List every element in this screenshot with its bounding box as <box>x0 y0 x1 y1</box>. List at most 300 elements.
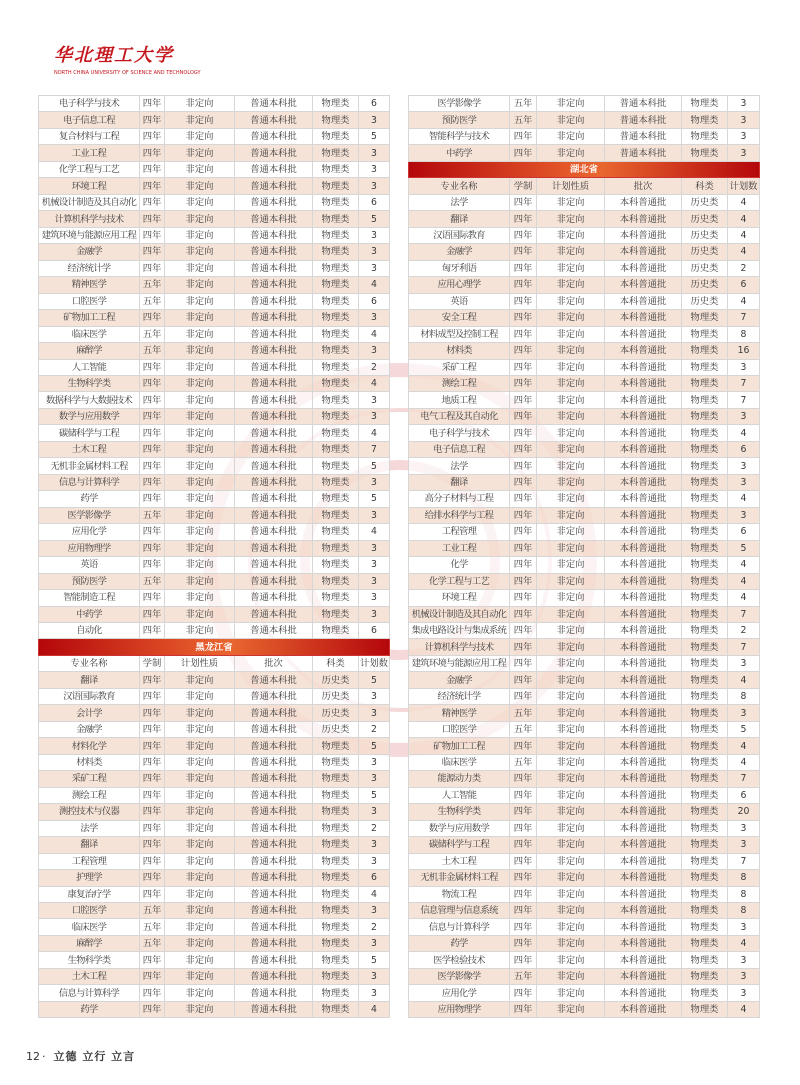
table-row <box>39 194 390 210</box>
major-name-cell: 预防医学 <box>409 112 510 128</box>
column-header-row <box>39 655 390 671</box>
major-name-cell: 翻译 <box>39 672 140 688</box>
plan-count-cell: 4 <box>728 672 760 688</box>
plan-type-cell: 非定向 <box>165 260 235 276</box>
table-row <box>39 721 390 737</box>
table-row <box>409 441 760 457</box>
major-name-cell: 金融学 <box>39 244 140 260</box>
plan-count-cell: 5 <box>728 721 760 737</box>
batch-cell: 普通本科批 <box>235 128 313 144</box>
table-row <box>39 985 390 1001</box>
plan-count-cell: 3 <box>359 935 390 951</box>
table-row <box>39 260 390 276</box>
duration-cell: 五年 <box>140 573 165 589</box>
major-name-cell: 护理学 <box>39 870 140 886</box>
subject-category-cell: 物理类 <box>682 952 728 968</box>
subject-category-cell: 物理类 <box>682 326 728 342</box>
subject-category-cell: 物理类 <box>313 178 359 194</box>
table-row <box>409 573 760 589</box>
duration-cell: 四年 <box>510 425 537 441</box>
major-name-cell: 生物科学类 <box>39 375 140 391</box>
plan-count-cell: 3 <box>359 161 390 177</box>
table-row <box>409 606 760 622</box>
duration-cell: 四年 <box>510 211 537 227</box>
duration-cell: 四年 <box>510 837 537 853</box>
province-name: 湖北省 <box>409 161 760 177</box>
plan-count-cell: 3 <box>359 590 390 606</box>
batch-cell: 本科普通批 <box>605 194 682 210</box>
plan-count-cell: 3 <box>728 474 760 490</box>
table-row <box>409 886 760 902</box>
batch-cell: 普通本科批 <box>235 853 313 869</box>
major-name-cell: 碳储科学与工程 <box>409 837 510 853</box>
duration-cell: 四年 <box>510 557 537 573</box>
table-row <box>39 178 390 194</box>
major-name-cell: 应用物理学 <box>39 540 140 556</box>
major-name-cell: 英语 <box>409 293 510 309</box>
batch-cell: 本科普通批 <box>605 343 682 359</box>
plan-type-cell: 非定向 <box>537 837 605 853</box>
major-name-cell: 经济统计学 <box>409 688 510 704</box>
plan-count-cell: 3 <box>728 507 760 523</box>
subject-category-cell: 物理类 <box>682 343 728 359</box>
batch-cell: 本科普通批 <box>605 870 682 886</box>
batch-cell: 普通本科批 <box>235 244 313 260</box>
major-name-cell: 汉语国际教育 <box>409 227 510 243</box>
subject-category-cell: 物理类 <box>682 606 728 622</box>
subject-category-cell: 物理类 <box>313 870 359 886</box>
column-header-batch: 批次 <box>605 178 682 194</box>
subject-category-cell: 物理类 <box>313 194 359 210</box>
major-name-cell: 精神医学 <box>39 277 140 293</box>
plan-type-cell: 非定向 <box>537 853 605 869</box>
table-row <box>409 310 760 326</box>
plan-count-cell: 4 <box>728 227 760 243</box>
plan-type-cell: 非定向 <box>537 293 605 309</box>
batch-cell: 本科普通批 <box>605 804 682 820</box>
subject-category-cell: 物理类 <box>682 886 728 902</box>
duration-cell: 四年 <box>140 557 165 573</box>
table-row <box>39 837 390 853</box>
batch-cell: 普通本科批 <box>235 837 313 853</box>
subject-category-cell: 物理类 <box>682 524 728 540</box>
plan-type-cell: 非定向 <box>537 787 605 803</box>
duration-cell: 四年 <box>510 771 537 787</box>
table-row <box>39 557 390 573</box>
plan-type-cell: 非定向 <box>537 474 605 490</box>
table-row <box>409 1001 760 1017</box>
table-row <box>39 952 390 968</box>
plan-count-cell: 5 <box>359 491 390 507</box>
batch-cell: 本科普通批 <box>605 623 682 639</box>
duration-cell: 四年 <box>140 491 165 507</box>
table-row <box>409 590 760 606</box>
subject-category-cell: 物理类 <box>313 935 359 951</box>
table-row <box>39 688 390 704</box>
major-name-cell: 应用化学 <box>39 524 140 540</box>
plan-count-cell: 7 <box>728 771 760 787</box>
major-name-cell: 复合材料与工程 <box>39 128 140 144</box>
plan-count-cell: 3 <box>728 408 760 424</box>
major-name-cell: 法学 <box>409 458 510 474</box>
plan-type-cell: 非定向 <box>537 507 605 523</box>
batch-cell: 本科普通批 <box>605 639 682 655</box>
batch-cell: 本科普通批 <box>605 672 682 688</box>
batch-cell: 普通本科批 <box>235 293 313 309</box>
plan-count-cell: 3 <box>359 112 390 128</box>
duration-cell: 四年 <box>140 606 165 622</box>
plan-type-cell: 非定向 <box>537 408 605 424</box>
batch-cell: 本科普通批 <box>605 293 682 309</box>
duration-cell: 四年 <box>140 623 165 639</box>
table-row <box>39 540 390 556</box>
subject-category-cell: 物理类 <box>682 507 728 523</box>
plan-type-cell: 非定向 <box>165 408 235 424</box>
plan-type-cell: 非定向 <box>537 721 605 737</box>
table-row <box>39 754 390 770</box>
major-name-cell: 翻译 <box>409 211 510 227</box>
table-row <box>409 787 760 803</box>
batch-cell: 普通本科批 <box>235 145 313 161</box>
plan-type-cell: 非定向 <box>537 194 605 210</box>
subject-category-cell: 物理类 <box>313 606 359 622</box>
plan-count-cell: 2 <box>359 820 390 836</box>
plan-type-cell: 非定向 <box>537 260 605 276</box>
duration-cell: 四年 <box>140 392 165 408</box>
major-name-cell: 生物科学类 <box>409 804 510 820</box>
major-name-cell: 会计学 <box>39 705 140 721</box>
plan-count-cell: 3 <box>359 705 390 721</box>
batch-cell: 普通本科批 <box>235 392 313 408</box>
duration-cell: 四年 <box>140 375 165 391</box>
subject-category-cell: 物理类 <box>682 771 728 787</box>
plan-type-cell: 非定向 <box>165 754 235 770</box>
table-row <box>409 721 760 737</box>
table-row <box>39 705 390 721</box>
major-name-cell: 临床医学 <box>39 326 140 342</box>
plan-type-cell: 非定向 <box>537 985 605 1001</box>
plan-count-cell: 3 <box>359 244 390 260</box>
plan-type-cell: 非定向 <box>537 820 605 836</box>
duration-cell: 四年 <box>140 738 165 754</box>
subject-category-cell: 物理类 <box>313 524 359 540</box>
plan-type-cell: 非定向 <box>165 507 235 523</box>
plan-count-cell: 3 <box>359 474 390 490</box>
subject-category-cell: 历史类 <box>682 211 728 227</box>
plan-count-cell: 3 <box>359 227 390 243</box>
major-name-cell: 测绘工程 <box>409 375 510 391</box>
table-row <box>39 375 390 391</box>
subject-category-cell: 物理类 <box>313 738 359 754</box>
major-name-cell: 无机非金属材料工程 <box>39 458 140 474</box>
column-header-plan-count: 计划数 <box>728 178 760 194</box>
subject-category-cell: 物理类 <box>313 112 359 128</box>
subject-category-cell: 物理类 <box>313 441 359 457</box>
plan-type-cell: 非定向 <box>537 211 605 227</box>
major-name-cell: 计算机科学与技术 <box>39 211 140 227</box>
duration-cell: 五年 <box>510 968 537 984</box>
table-row <box>409 392 760 408</box>
plan-type-cell: 非定向 <box>537 573 605 589</box>
table-row <box>39 738 390 754</box>
table-row <box>39 277 390 293</box>
plan-count-cell: 3 <box>728 145 760 161</box>
table-row <box>409 968 760 984</box>
batch-cell: 本科普通批 <box>605 902 682 918</box>
plan-type-cell: 非定向 <box>537 96 605 112</box>
major-name-cell: 药学 <box>409 935 510 951</box>
table-row <box>39 853 390 869</box>
subject-category-cell: 物理类 <box>682 919 728 935</box>
table-row <box>39 491 390 507</box>
batch-cell: 普通本科批 <box>235 277 313 293</box>
plan-type-cell: 非定向 <box>537 392 605 408</box>
plan-type-cell: 非定向 <box>165 178 235 194</box>
duration-cell: 五年 <box>510 705 537 721</box>
subject-category-cell: 物理类 <box>313 540 359 556</box>
batch-cell: 普通本科批 <box>235 343 313 359</box>
plan-count-cell: 3 <box>728 985 760 1001</box>
plan-type-cell: 非定向 <box>165 161 235 177</box>
table-row <box>39 590 390 606</box>
subject-category-cell: 物理类 <box>313 985 359 1001</box>
major-name-cell: 计算机科学与技术 <box>409 639 510 655</box>
table-row <box>409 557 760 573</box>
table-row <box>409 804 760 820</box>
major-name-cell: 临床医学 <box>39 919 140 935</box>
plan-count-cell: 6 <box>728 277 760 293</box>
plan-type-cell: 非定向 <box>537 804 605 820</box>
subject-category-cell: 物理类 <box>682 754 728 770</box>
batch-cell: 普通本科批 <box>605 112 682 128</box>
plan-type-cell: 非定向 <box>537 557 605 573</box>
duration-cell: 四年 <box>510 1001 537 1017</box>
plan-type-cell: 非定向 <box>537 705 605 721</box>
subject-category-cell: 物理类 <box>682 705 728 721</box>
table-row <box>409 935 760 951</box>
batch-cell: 本科普通批 <box>605 375 682 391</box>
table-row <box>409 623 760 639</box>
plan-count-cell: 3 <box>359 902 390 918</box>
plan-type-cell: 非定向 <box>537 738 605 754</box>
major-name-cell: 药学 <box>39 491 140 507</box>
subject-category-cell: 物理类 <box>682 721 728 737</box>
subject-category-cell: 物理类 <box>313 590 359 606</box>
plan-type-cell: 非定向 <box>537 590 605 606</box>
batch-cell: 本科普通批 <box>605 425 682 441</box>
plan-type-cell: 非定向 <box>537 326 605 342</box>
duration-cell: 四年 <box>510 343 537 359</box>
plan-type-cell: 非定向 <box>165 425 235 441</box>
plan-type-cell: 非定向 <box>165 293 235 309</box>
plan-count-cell: 6 <box>359 96 390 112</box>
plan-count-cell: 5 <box>359 672 390 688</box>
table-row <box>409 96 760 112</box>
batch-cell: 本科普通批 <box>605 491 682 507</box>
table-row <box>409 375 760 391</box>
column-header-batch: 批次 <box>235 655 313 671</box>
subject-category-cell: 物理类 <box>313 375 359 391</box>
batch-cell: 普通本科批 <box>235 540 313 556</box>
plan-count-cell: 7 <box>728 853 760 869</box>
subject-category-cell: 历史类 <box>682 277 728 293</box>
subject-category-cell: 物理类 <box>313 260 359 276</box>
batch-cell: 本科普通批 <box>605 853 682 869</box>
major-name-cell: 信息管理与信息系统 <box>409 902 510 918</box>
batch-cell: 普通本科批 <box>235 507 313 523</box>
batch-cell: 普通本科批 <box>235 623 313 639</box>
plan-type-cell: 非定向 <box>165 277 235 293</box>
plan-type-cell: 非定向 <box>165 326 235 342</box>
duration-cell: 五年 <box>510 721 537 737</box>
plan-count-cell: 4 <box>728 590 760 606</box>
subject-category-cell: 物理类 <box>313 310 359 326</box>
batch-cell: 本科普通批 <box>605 441 682 457</box>
major-name-cell: 预防医学 <box>39 573 140 589</box>
table-row <box>39 96 390 112</box>
major-name-cell: 人工智能 <box>39 359 140 375</box>
subject-category-cell: 物理类 <box>313 573 359 589</box>
table-row <box>39 886 390 902</box>
duration-cell: 五年 <box>140 326 165 342</box>
major-name-cell: 口腔医学 <box>39 902 140 918</box>
major-name-cell: 中药学 <box>39 606 140 622</box>
batch-cell: 普通本科批 <box>235 408 313 424</box>
plan-type-cell: 非定向 <box>165 343 235 359</box>
major-name-cell: 材料成型及控制工程 <box>409 326 510 342</box>
duration-cell: 四年 <box>140 1001 165 1017</box>
major-name-cell: 应用心理学 <box>409 277 510 293</box>
table-row <box>39 524 390 540</box>
plan-count-cell: 3 <box>728 820 760 836</box>
table-row <box>409 507 760 523</box>
subject-category-cell: 物理类 <box>313 853 359 869</box>
batch-cell: 本科普通批 <box>605 935 682 951</box>
table-row <box>39 902 390 918</box>
table-row <box>39 145 390 161</box>
duration-cell: 四年 <box>140 161 165 177</box>
plan-type-cell: 非定向 <box>165 441 235 457</box>
duration-cell: 四年 <box>510 227 537 243</box>
plan-type-cell: 非定向 <box>537 902 605 918</box>
major-name-cell: 医学检验技术 <box>409 952 510 968</box>
table-row <box>409 771 760 787</box>
plan-count-cell: 3 <box>359 754 390 770</box>
major-name-cell: 无机非金属材料工程 <box>409 870 510 886</box>
major-name-cell: 电子科学与技术 <box>39 96 140 112</box>
table-row <box>409 293 760 309</box>
table-row <box>39 293 390 309</box>
plan-count-cell: 20 <box>728 804 760 820</box>
duration-cell: 四年 <box>510 474 537 490</box>
plan-count-cell: 3 <box>359 145 390 161</box>
batch-cell: 普通本科批 <box>235 194 313 210</box>
table-row <box>409 211 760 227</box>
duration-cell: 四年 <box>140 968 165 984</box>
plan-count-cell: 2 <box>359 721 390 737</box>
plan-type-cell: 非定向 <box>537 886 605 902</box>
column-header-major-name: 专业名称 <box>409 178 510 194</box>
table-row <box>409 425 760 441</box>
table-row <box>409 870 760 886</box>
plan-count-cell: 3 <box>728 655 760 671</box>
subject-category-cell: 物理类 <box>313 837 359 853</box>
plan-count-cell: 5 <box>359 738 390 754</box>
table-row <box>39 227 390 243</box>
plan-type-cell: 非定向 <box>165 787 235 803</box>
major-name-cell: 智能制造工程 <box>39 590 140 606</box>
batch-cell: 本科普通批 <box>605 820 682 836</box>
plan-type-cell: 非定向 <box>165 886 235 902</box>
major-name-cell: 金融学 <box>39 721 140 737</box>
table-row <box>409 919 760 935</box>
major-name-cell: 工业工程 <box>409 540 510 556</box>
subject-category-cell: 物理类 <box>682 375 728 391</box>
subject-category-cell: 物理类 <box>313 244 359 260</box>
plan-type-cell: 非定向 <box>165 985 235 1001</box>
batch-cell: 普通本科批 <box>235 804 313 820</box>
batch-cell: 普通本科批 <box>235 672 313 688</box>
table-row <box>409 474 760 490</box>
table-row <box>409 853 760 869</box>
plan-count-cell: 4 <box>728 754 760 770</box>
batch-cell: 普通本科批 <box>235 688 313 704</box>
admission-plan-table-left <box>38 95 390 1018</box>
batch-cell: 普通本科批 <box>235 968 313 984</box>
batch-cell: 普通本科批 <box>235 952 313 968</box>
plan-type-cell: 非定向 <box>537 343 605 359</box>
table-row <box>409 277 760 293</box>
plan-type-cell: 非定向 <box>537 310 605 326</box>
subject-category-cell: 物理类 <box>682 804 728 820</box>
table-row <box>39 870 390 886</box>
plan-count-cell: 3 <box>728 952 760 968</box>
plan-count-cell: 3 <box>359 968 390 984</box>
batch-cell: 普通本科批 <box>235 161 313 177</box>
table-row <box>39 820 390 836</box>
plan-type-cell: 非定向 <box>165 359 235 375</box>
duration-cell: 五年 <box>140 935 165 951</box>
subject-category-cell: 物理类 <box>313 820 359 836</box>
plan-type-cell: 非定向 <box>537 244 605 260</box>
plan-type-cell: 非定向 <box>165 310 235 326</box>
major-name-cell: 化学 <box>409 557 510 573</box>
plan-count-cell: 3 <box>728 359 760 375</box>
plan-type-cell: 非定向 <box>537 919 605 935</box>
major-name-cell: 机械设计制造及其自动化 <box>409 606 510 622</box>
plan-type-cell: 非定向 <box>537 639 605 655</box>
subject-category-cell: 物理类 <box>313 343 359 359</box>
subject-category-cell: 物理类 <box>682 128 728 144</box>
table-row <box>409 112 760 128</box>
batch-cell: 本科普通批 <box>605 705 682 721</box>
major-name-cell: 土木工程 <box>39 968 140 984</box>
plan-count-cell: 6 <box>359 870 390 886</box>
batch-cell: 普通本科批 <box>235 441 313 457</box>
plan-type-cell: 非定向 <box>165 705 235 721</box>
major-name-cell: 口腔医学 <box>409 721 510 737</box>
plan-type-cell: 非定向 <box>165 952 235 968</box>
major-name-cell: 建筑环境与能源应用工程 <box>409 655 510 671</box>
duration-cell: 四年 <box>510 392 537 408</box>
duration-cell: 四年 <box>510 919 537 935</box>
duration-cell: 四年 <box>140 178 165 194</box>
plan-count-cell: 6 <box>359 293 390 309</box>
plan-type-cell: 非定向 <box>537 128 605 144</box>
plan-count-cell: 3 <box>359 557 390 573</box>
duration-cell: 四年 <box>140 886 165 902</box>
batch-cell: 本科普通批 <box>605 573 682 589</box>
